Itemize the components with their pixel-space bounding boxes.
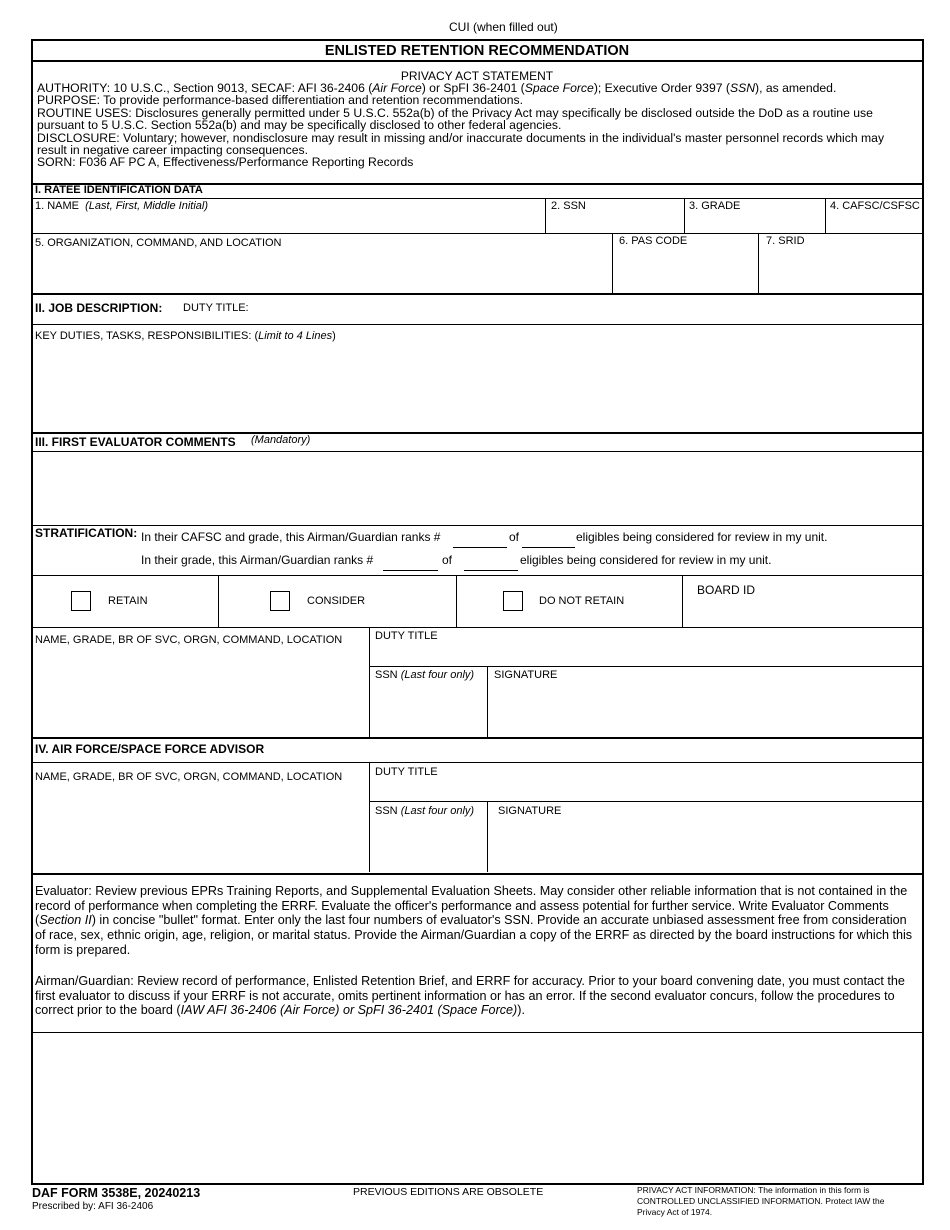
do-not-retain-label: DO NOT RETAIN (539, 595, 625, 607)
privacy-disclosure-2: result in negative career impacting consequences. (37, 143, 308, 158)
cui-marking: CUI (when filled out) (449, 20, 558, 34)
strat1-of: of (509, 530, 520, 544)
duty-title-field[interactable] (255, 298, 920, 320)
strat1-text: In their CAFSC and grade, this Airman/Guardian ranks # (141, 530, 441, 544)
key-duties-field[interactable] (33, 346, 922, 430)
mandatory-note: (Mandatory) (251, 434, 311, 446)
evaluator-duty-title-field[interactable] (371, 644, 922, 664)
privacy-purpose: PURPOSE: To provide performance-based differentiation and retention recommendations. (37, 93, 523, 108)
evaluator-name-field[interactable] (33, 650, 367, 735)
form-title: ENLISTED RETENTION RECOMMENDATION (324, 43, 630, 59)
privacy-statement (37, 82, 917, 169)
strat2-rank-field[interactable] (383, 570, 438, 571)
privacy-sorn: SORN: F036 AF PC A, Effectiveness/Performance Reporting Records (37, 155, 414, 170)
advisor-duty-title-field[interactable] (371, 780, 922, 800)
strat2-of: of (442, 553, 453, 567)
evaluator-duty-title-label: DUTY TITLE (375, 630, 438, 642)
srid-field[interactable] (760, 250, 922, 292)
org-field[interactable] (33, 252, 610, 292)
evaluator-instructions: Evaluator: Review previous EPRs Training Reports, and Supplemental Evaluation Sheets. May consider other reliable information that is not contained in the record of performance when completing the ERRF. Evaluate the officer's performance and assess potential for further service. Write Evaluator Comments (Section II) in concise "bullet" format. Enter only the last four numbers of evaluator's SSN. Provide an accurate unbiased assessment free from consideration of race, sex, ethnic origin, age, religion, or marital status. Provide the Airman/Guardian a copy of the ERRF as directed by the board instructions for which this form is prepared. (35, 884, 913, 957)
evaluator-name-label: NAME, GRADE, BR OF SVC, ORGN, COMMAND, LOCATION (35, 634, 343, 646)
ssn-label: 2. SSN (551, 200, 586, 212)
strat1-total-field[interactable] (522, 547, 575, 548)
privacy-routine-2: pursuant to 5 U.S.C. Section 552a(b) and may be specifically disclosed to other federal agencies. (37, 118, 562, 133)
privacy-footer: PRIVACY ACT INFORMATION: The information in this form is CONTROLLED UNCLASSIFIED INFORMATION. Protect IAW the Privacy Act of 1974. (637, 1185, 885, 1217)
pas-code-label: 6. PAS CODE (619, 235, 688, 247)
key-duties-label: KEY DUTIES, TASKS, RESPONSIBILITIES: (Limit to 4 Lines) (35, 330, 336, 342)
board-id-field[interactable] (684, 598, 922, 625)
cafsc-label: 4. CAFSC/CSFSC (830, 200, 920, 212)
evaluator-signature-label: SIGNATURE (494, 669, 558, 681)
strat1-rank-field[interactable] (453, 547, 507, 548)
name-field[interactable] (33, 214, 543, 232)
prescribed-by: Prescribed by: AFI 36-2406 (32, 1201, 154, 1212)
srid-label: 7. SRID (766, 235, 805, 247)
section1-heading: I. RATEE IDENTIFICATION DATA (35, 184, 203, 196)
section4-heading: IV. AIR FORCE/SPACE FORCE ADVISOR (35, 742, 265, 756)
retain-checkbox[interactable] (71, 591, 91, 611)
name-label: 1. NAME (Last, First, Middle Initial) (35, 200, 209, 212)
previous-editions: PREVIOUS EDITIONS ARE OBSOLETE (353, 1186, 544, 1198)
strat2-total-field[interactable] (464, 570, 518, 571)
airman-instructions: Airman/Guardian: Review record of performance, Enlisted Retention Brief, and ERRF for accuracy. Prior to your board convening date, you must contact the first evaluator to discuss if your ERRF is not accurate, omits pertinent information or has an error. If the second evaluator concurs, follow the procedures to correct prior to the board (IAW AFI 36-2406 (Air Force) or SpFI 36-2401 (Space Force)). (35, 974, 905, 1018)
cafsc-field[interactable] (827, 214, 922, 232)
do-not-retain-checkbox[interactable] (503, 591, 523, 611)
ssn-field[interactable] (547, 214, 682, 232)
evaluator-ssn-label: SSN (Last four only) (375, 669, 475, 681)
grade-field[interactable] (686, 214, 823, 232)
evaluator-ssn-field[interactable] (371, 684, 485, 735)
advisor-signature-field[interactable] (489, 820, 922, 870)
stratification-label: STRATIFICATION: (35, 526, 138, 540)
strat1-tail: eligibles being considered for review in my unit. (576, 530, 828, 544)
privacy-authority: AUTHORITY: 10 U.S.C., Section 9013, SECAF: AFI 36-2406 (Air Force) or SpFI 36-2401 (Space Force); Executive Order 9397 (SSN), as amended. (37, 81, 837, 95)
evaluator-signature-field[interactable] (489, 684, 922, 735)
section2-heading: II. JOB DESCRIPTION: (35, 301, 163, 315)
privacy-heading: PRIVACY ACT STATEMENT (400, 69, 554, 83)
consider-label: CONSIDER (307, 595, 366, 607)
section3-heading: III. FIRST EVALUATOR COMMENTS (35, 435, 236, 449)
strat2-text: In their grade, this Airman/Guardian ranks # (141, 553, 374, 567)
retain-label: RETAIN (108, 595, 148, 607)
strat2-tail: eligibles being considered for review in my unit. (520, 553, 772, 567)
first-evaluator-comments-field[interactable] (33, 453, 922, 524)
form-id: DAF FORM 3538E, 20240213 (32, 1186, 201, 1200)
advisor-ssn-label: SSN (Last four only) (375, 805, 475, 817)
org-label: 5. ORGANIZATION, COMMAND, AND LOCATION (35, 237, 282, 249)
advisor-ssn-field[interactable] (371, 820, 485, 870)
advisor-duty-title-label: DUTY TITLE (375, 766, 438, 778)
pas-code-field[interactable] (614, 250, 756, 292)
blank-bottom-area (33, 1034, 922, 1182)
privacy-disclosure-1: DISCLOSURE: Voluntary; however, nondisclosure may result in missing and/or inaccurate documents in the individual's master personnel records which may (37, 130, 885, 145)
board-id-label: BOARD ID (697, 583, 756, 597)
advisor-name-field[interactable] (33, 788, 367, 870)
advisor-signature-label: SIGNATURE (498, 805, 562, 817)
advisor-name-label: NAME, GRADE, BR OF SVC, ORGN, COMMAND, LOCATION (35, 771, 343, 783)
privacy-routine-1: ROUTINE USES: Disclosures generally permitted under 5 U.S.C. 552a(b) of the Privacy Act may specifically be disclosed outside the DoD as a routine use (37, 105, 873, 120)
consider-checkbox[interactable] (270, 591, 290, 611)
duty-title-label: DUTY TITLE: (183, 302, 249, 314)
grade-label: 3. GRADE (689, 200, 741, 212)
